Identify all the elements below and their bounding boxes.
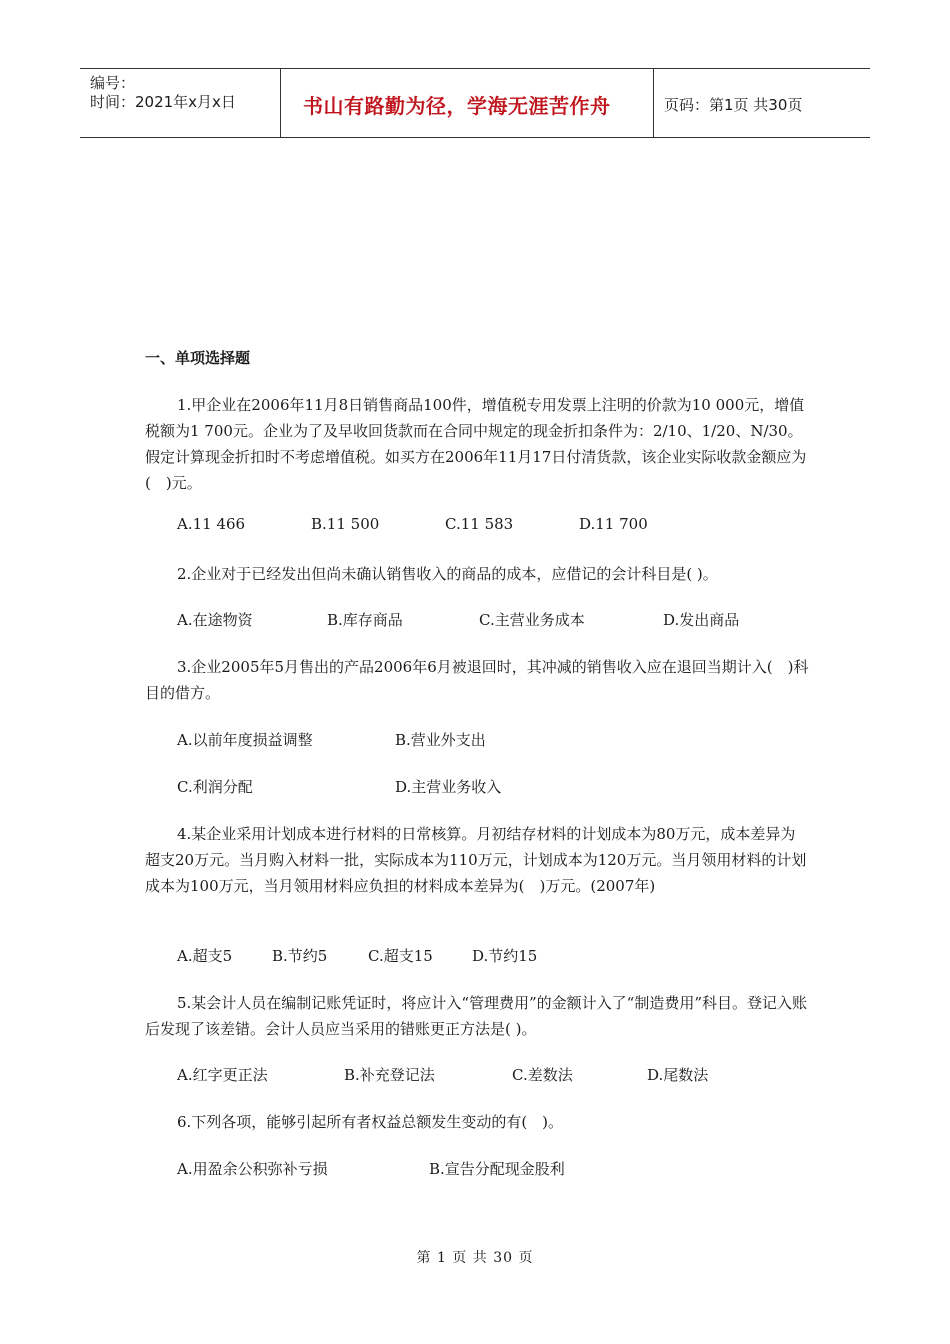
number-label: 编号： [90,74,136,92]
page-footer: 第 1 页 共 30 页 [416,1250,534,1266]
option-c: C.差数法 [512,1066,573,1084]
option-c: C.利润分配 [177,778,253,796]
header-page-info: 页码：第1页 共30页 [664,96,803,114]
header-left-cell [80,69,281,137]
option-d: D.11 700 [579,515,648,533]
question-2: 2.企业对于已经发出但尚未确认销售收入的商品的成本，应借记的会计科目是( )。 [177,565,718,583]
option-d: D.发出商品 [663,611,740,629]
page-header [80,68,870,138]
option-a: A.用盈余公积弥补亏损 [177,1160,328,1178]
option-b: B.库存商品 [327,611,403,629]
option-d: D.主营业务收入 [395,778,502,796]
question-5: 5.某会计人员在编制记账凭证时，将应计入“管理费用”的金额计入了“制造费用”科目。登记入账后发现了该差错。会计人员应当采用的错账更正方法是( )。 [145,994,807,1038]
option-c: C.超支15 [368,947,433,965]
option-b: B.补充登记法 [344,1066,435,1084]
time-label: 时间：2021年x月x日 [90,93,236,111]
question-6: 6.下列各项，能够引起所有者权益总额发生变动的有( )。 [177,1113,564,1131]
option-a: A.11 466 [177,515,246,533]
question-3-options-row-1 [177,729,817,753]
option-d: D.节约15 [472,947,538,965]
header-right-cell [654,69,870,137]
option-a: A.以前年度损益调整 [177,731,313,749]
option-a: A.超支5 [177,947,233,965]
question-2-options [177,609,817,633]
question-3-options-row-2 [177,776,817,800]
question-4: 4.某企业采用计划成本进行材料的日常核算。月初结存材料的计划成本为80万元，成本差异为超支20万元。当月购入材料一批，实际成本为110万元，计划成本为120万元。当月领用材料的计划成本为100万元，当月领用材料应负担的材料成本差异为( )万元。(2007年) [145,825,807,895]
question-3: 3.企业2005年5月售出的产品2006年6月被退回时，其冲减的销售收入应在退回当期计入( )科目的借方。 [145,658,809,702]
option-c: C.11 583 [445,515,514,533]
option-b: B.宣告分配现金股利 [429,1160,565,1178]
header-motto: 书山有路勤为径，学海无涯苦作舟 [303,94,611,118]
question-5-options [177,1064,817,1088]
option-a: A.在途物资 [177,611,253,629]
option-b: B.节约5 [272,947,328,965]
section-title: 一、单项选择题 [145,349,251,367]
option-b: B.营业外支出 [395,731,486,749]
option-c: C.主营业务成本 [479,611,585,629]
option-a: A.红字更正法 [177,1066,268,1084]
question-6-options [177,1158,817,1182]
option-b: B.11 500 [311,515,380,533]
header-middle-cell [281,69,654,137]
question-1-options [177,515,817,539]
option-d: D.尾数法 [647,1066,709,1084]
question-1: 1.甲企业在2006年11月8日销售商品100件，增值税专用发票上注明的价款为10 000元，增值税额为1 700元。企业为了及早收回货款而在合同中规定的现金折扣条件为：2/10、1/20、N/30。假定计算现金折扣时不考虑增值税。如买方在2006年11月17日付清货款，该企业实际收款金额应为( )元。 [145,396,807,492]
question-4-options [177,945,817,969]
